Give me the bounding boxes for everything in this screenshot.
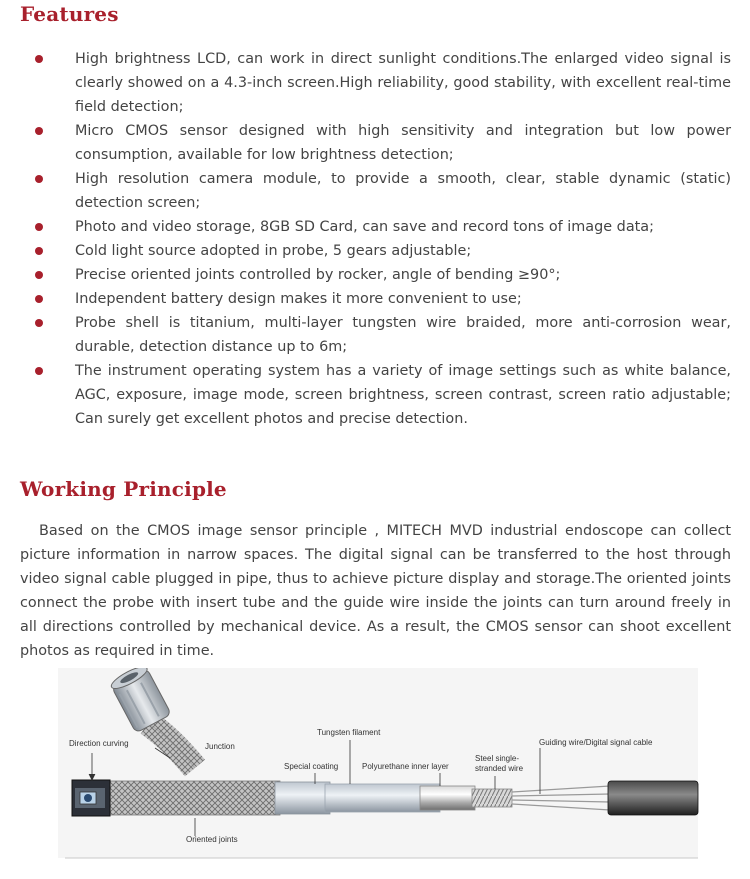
endoscope-diagram — [20, 668, 730, 868]
oriented-joints-section — [105, 781, 280, 815]
feature-text: Cold light source adopted in probe, 5 gears adjustable; — [75, 243, 472, 259]
bullet-icon — [35, 271, 43, 279]
features-heading: Features — [20, 2, 119, 26]
feature-item — [0, 167, 750, 215]
feature-text: Photo and video storage, 8GB SD Card, can save and record tons of image data; — [75, 219, 654, 235]
feature-text: Precise oriented joints controlled by rocker, angle of bending ≥90°; — [75, 267, 561, 283]
feature-item — [0, 311, 750, 359]
feature-item — [0, 47, 750, 119]
feature-item — [0, 287, 750, 311]
feature-item — [0, 239, 750, 263]
bullet-icon — [35, 319, 43, 327]
bullet-icon — [35, 247, 43, 255]
label-tungsten-filament: Tungsten filament — [317, 728, 381, 737]
feature-item — [0, 263, 750, 287]
feature-text: The instrument operating system has a variety of image settings such as white balance, AGC, exposure, image mode, screen brightness, screen contrast, screen ratio adjustable; Can surely get excellent photos and precise detection. — [75, 363, 731, 427]
bullet-icon — [35, 175, 43, 183]
label-guiding-wire: Guiding wire/Digital signal cable — [539, 738, 653, 747]
bullet-icon — [35, 223, 43, 231]
feature-text: Micro CMOS sensor designed with high sensitivity and integration but low power consumption, available for low brightness detection; — [75, 123, 731, 163]
bullet-icon — [35, 295, 43, 303]
features-list — [0, 47, 750, 431]
special-coating-tube — [275, 782, 330, 814]
label-junction: Junction — [205, 742, 235, 751]
label-steel-line1: Steel single- — [475, 754, 520, 763]
label-steel-line2: stranded wire — [475, 764, 524, 773]
feature-item — [0, 215, 750, 239]
label-direction-curving: Direction curving — [69, 739, 129, 748]
bullet-icon — [35, 55, 43, 63]
signal-cable — [608, 781, 698, 815]
bullet-icon — [35, 127, 43, 135]
feature-item — [0, 119, 750, 167]
feature-text: Independent battery design makes it more convenient to use; — [75, 291, 522, 307]
label-oriented-joints: Oriented joints — [186, 835, 238, 844]
polyurethane-layer — [420, 786, 475, 810]
working-principle-heading: Working Principle — [20, 477, 227, 501]
bullet-icon — [35, 367, 43, 375]
front-probe-tip — [72, 780, 110, 816]
label-special-coating: Special coating — [284, 762, 339, 771]
label-polyurethane: Polyurethane inner layer — [362, 762, 449, 771]
feature-text: High brightness LCD, can work in direct sunlight conditions.The enlarged video signal is clearly showed on a 4.3-inch screen.High reliability, good stability, with excellent real-time field detection; — [75, 51, 731, 115]
feature-item — [0, 359, 750, 431]
feature-text: High resolution camera module, to provide a smooth, clear, stable dynamic (static) detection screen; — [75, 171, 731, 211]
working-principle-paragraph: Based on the CMOS image sensor principle , MITECH MVD industrial endoscope can collect picture information in narrow spaces. The digital signal can be transferred to the host through video signal cable plugged in pipe, thus to achieve picture display and storage.The oriented joints connect the probe with insert tube and the guide wire inside the joints can turn around freely in all directions controlled by mechanical device. As a result, the CMOS sensor can shoot excellent photos as required in time. — [20, 523, 731, 659]
feature-text: Probe shell is titanium, multi-layer tungsten wire braided, more anti-corrosion wear, durable, detection distance up to 6m; — [75, 315, 731, 355]
steel-wire-section — [472, 789, 512, 807]
